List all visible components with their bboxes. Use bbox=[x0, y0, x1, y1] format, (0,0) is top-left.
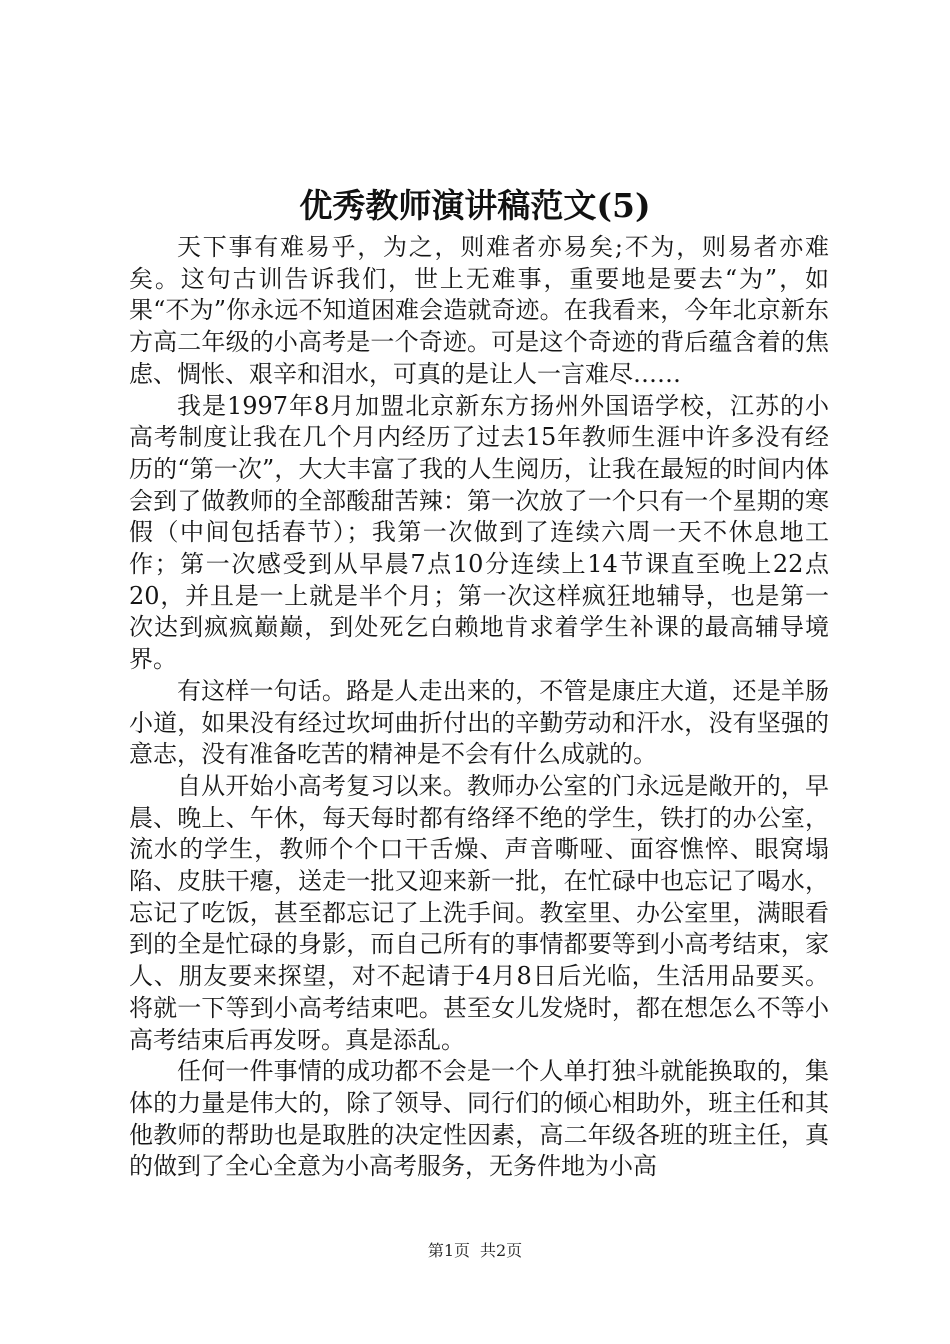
paragraph: 自从开始小高考复习以来。教师办公室的门永远是敞开的，早晨、晚上、午休，每天每时都有络绎不绝的学生，铁打的办公室，流水的学生，教师个个口干舌燥、声音嘶哑、面容憔悴、眼窝塌陷、皮肤干瘪，送走一批又迎来新一批，在忙碌中也忘记了喝水，忘记了吃饭，甚至都忘记了上洗手间。教室里、办公室里，满眼看到的全是忙碌的身影，而自己所有的事情都要等到小高考结束，家人、朋友要来探望，对不起请于4月8日后光临，生活用品要买。将就一下等到小高考结束吧。甚至女儿发烧时，都在想怎么不等小高考结束后再发呀。真是添乱。 bbox=[129, 771, 829, 1054]
page-footer bbox=[0, 1240, 950, 1262]
paragraph: 任何一件事情的成功都不会是一个人单打独斗就能换取的，集体的力量是伟大的，除了领导、同行们的倾心相助外，班主任和其他教师的帮助也是取胜的决定性因素，高二年级各班的班主任，真的做到了全心全意为小高考服务，无务件地为小高 bbox=[129, 1057, 829, 1181]
document-body bbox=[129, 232, 829, 1183]
page-total: 共2页 bbox=[480, 1241, 523, 1260]
page-number: 第1页 bbox=[427, 1241, 470, 1260]
paragraph: 有这样一句话。路是人走出来的，不管是康庄大道，还是羊肠小道，如果没有经过坎坷曲折付出的辛勤劳动和汗水，没有坚强的意志，没有准备吃苦的精神是不会有什么成就的。 bbox=[129, 676, 829, 769]
document-title: 优秀教师演讲稿范文(5) bbox=[299, 186, 651, 225]
paragraph: 我是1997年8月加盟北京新东方扬州外国语学校，江苏的小高考制度让我在几个月内经历了过去15年教师生涯中许多没有经历的“第一次”，大大丰富了我的人生阅历，让我在最短的时间内体会到了做教师的全部酸甜苦辣：第一次放了一个只有一个星期的寒假（中间包括春节）；我第一次做到了连续六周一天不休息地工作；第一次感受到从早晨7点10分连续上14节课直至晚上22点20，并且是一上就是半个月；第一次这样疯狂地辅导，也是第一次达到疯疯巅巅，到处死乞白赖地肯求着学生补课的最高辅导境界。 bbox=[129, 391, 829, 674]
paragraph: 天下事有难易乎，为之，则难者亦易矣;不为，则易者亦难矣。这句古训告诉我们，世上无难事，重要地是要去“为”，如果“不为”你永远不知道困难会造就奇迹。在我看来，今年北京新东方高二年级的小高考是一个奇迹。可是这个奇迹的背后蕴含着的焦虑、惆怅、艰辛和泪水，可真的是让人一言难尽…… bbox=[129, 233, 829, 388]
